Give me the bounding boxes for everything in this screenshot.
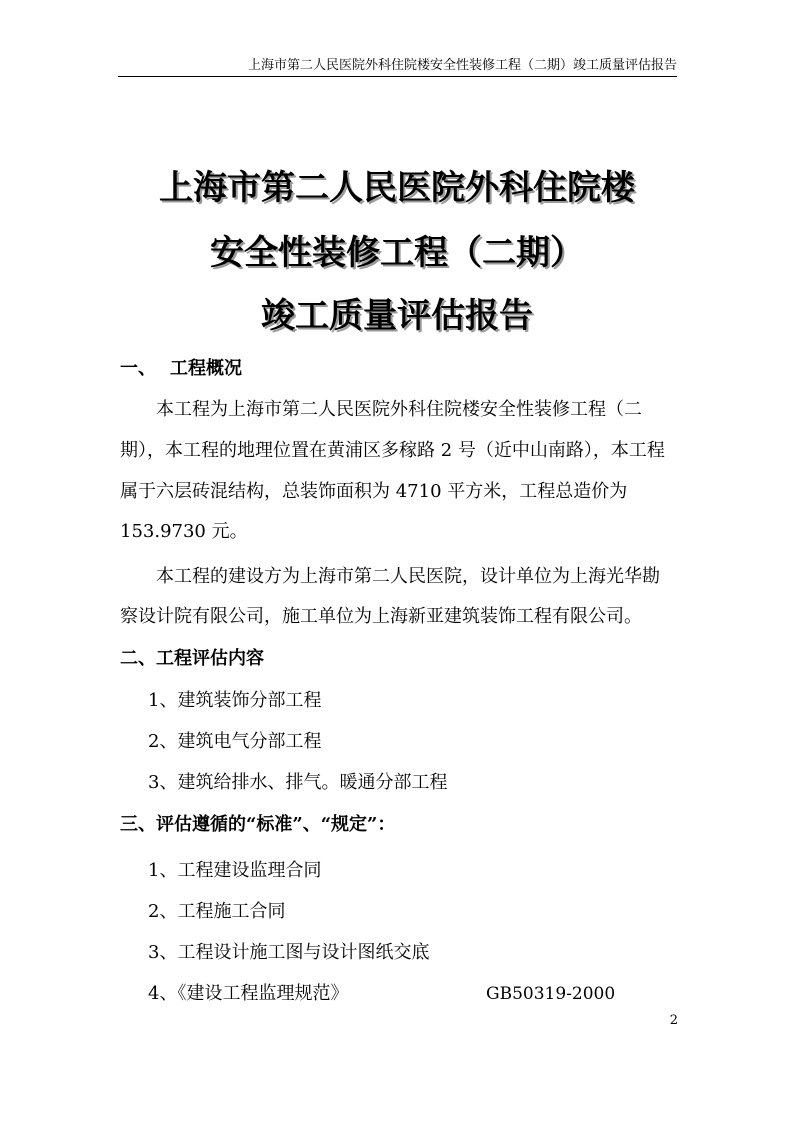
section-3-item-4-code: GB50319-2000 — [486, 984, 616, 1004]
page-number: 2 — [669, 1013, 678, 1028]
section-1-para-2-line-1: 本工程的建设方为上海市第二人民医院，设计单位为上海光华勘 — [156, 566, 660, 587]
section-1-number: 一、 — [120, 358, 156, 379]
section-2-item-3: 3、建筑给排水、排气。暖通分部工程 — [148, 772, 448, 793]
section-3-item-3: 3、工程设计施工图与设计图纸交底 — [148, 942, 430, 963]
section-3-item-1: 1、工程建设监理合同 — [148, 860, 322, 881]
section-1-para-1-line-3: 属于六层砖混结构，总装饰面积为 4710 平方米，工程总造价为 — [120, 481, 628, 502]
title-line-2: 安全性装修工程（二期） — [210, 233, 584, 273]
title-line-3: 竣工质量评估报告 — [261, 296, 533, 336]
running-header: 上海市第二人民医院外科住院楼安全性装修工程（二期）竣工质量评估报告 — [118, 56, 677, 77]
section-1-title: 工程概况 — [170, 358, 242, 379]
section-2-item-1: 1、建筑装饰分部工程 — [148, 690, 322, 711]
section-1-para-1-line-4: 153.9730 元。 — [120, 521, 248, 542]
section-2-item-2: 2、建筑电气分部工程 — [148, 731, 322, 752]
section-3-item-2: 2、工程施工合同 — [148, 901, 286, 922]
section-1-para-2-line-2: 察设计院有限公司，施工单位为上海新亚建筑装饰工程有限公司。 — [120, 606, 642, 627]
section-1-para-1-line-1: 本工程为上海市第二人民医院外科住院楼安全性装修工程（二 — [156, 399, 642, 420]
section-1-heading — [120, 356, 242, 382]
section-3-item-4: 4、《建设工程监理规范》 — [148, 983, 349, 1004]
section-1-para-1-line-2: 期），本工程的地理位置在黄浦区多稼路 2 号（近中山南路），本工程 — [120, 440, 665, 461]
section-2-heading: 二、工程评估内容 — [120, 648, 264, 669]
title-line-1: 上海市第二人民医院外科住院楼 — [159, 168, 635, 208]
section-3-heading: 三、评估遵循的“标准”、“规定”： — [120, 814, 396, 835]
